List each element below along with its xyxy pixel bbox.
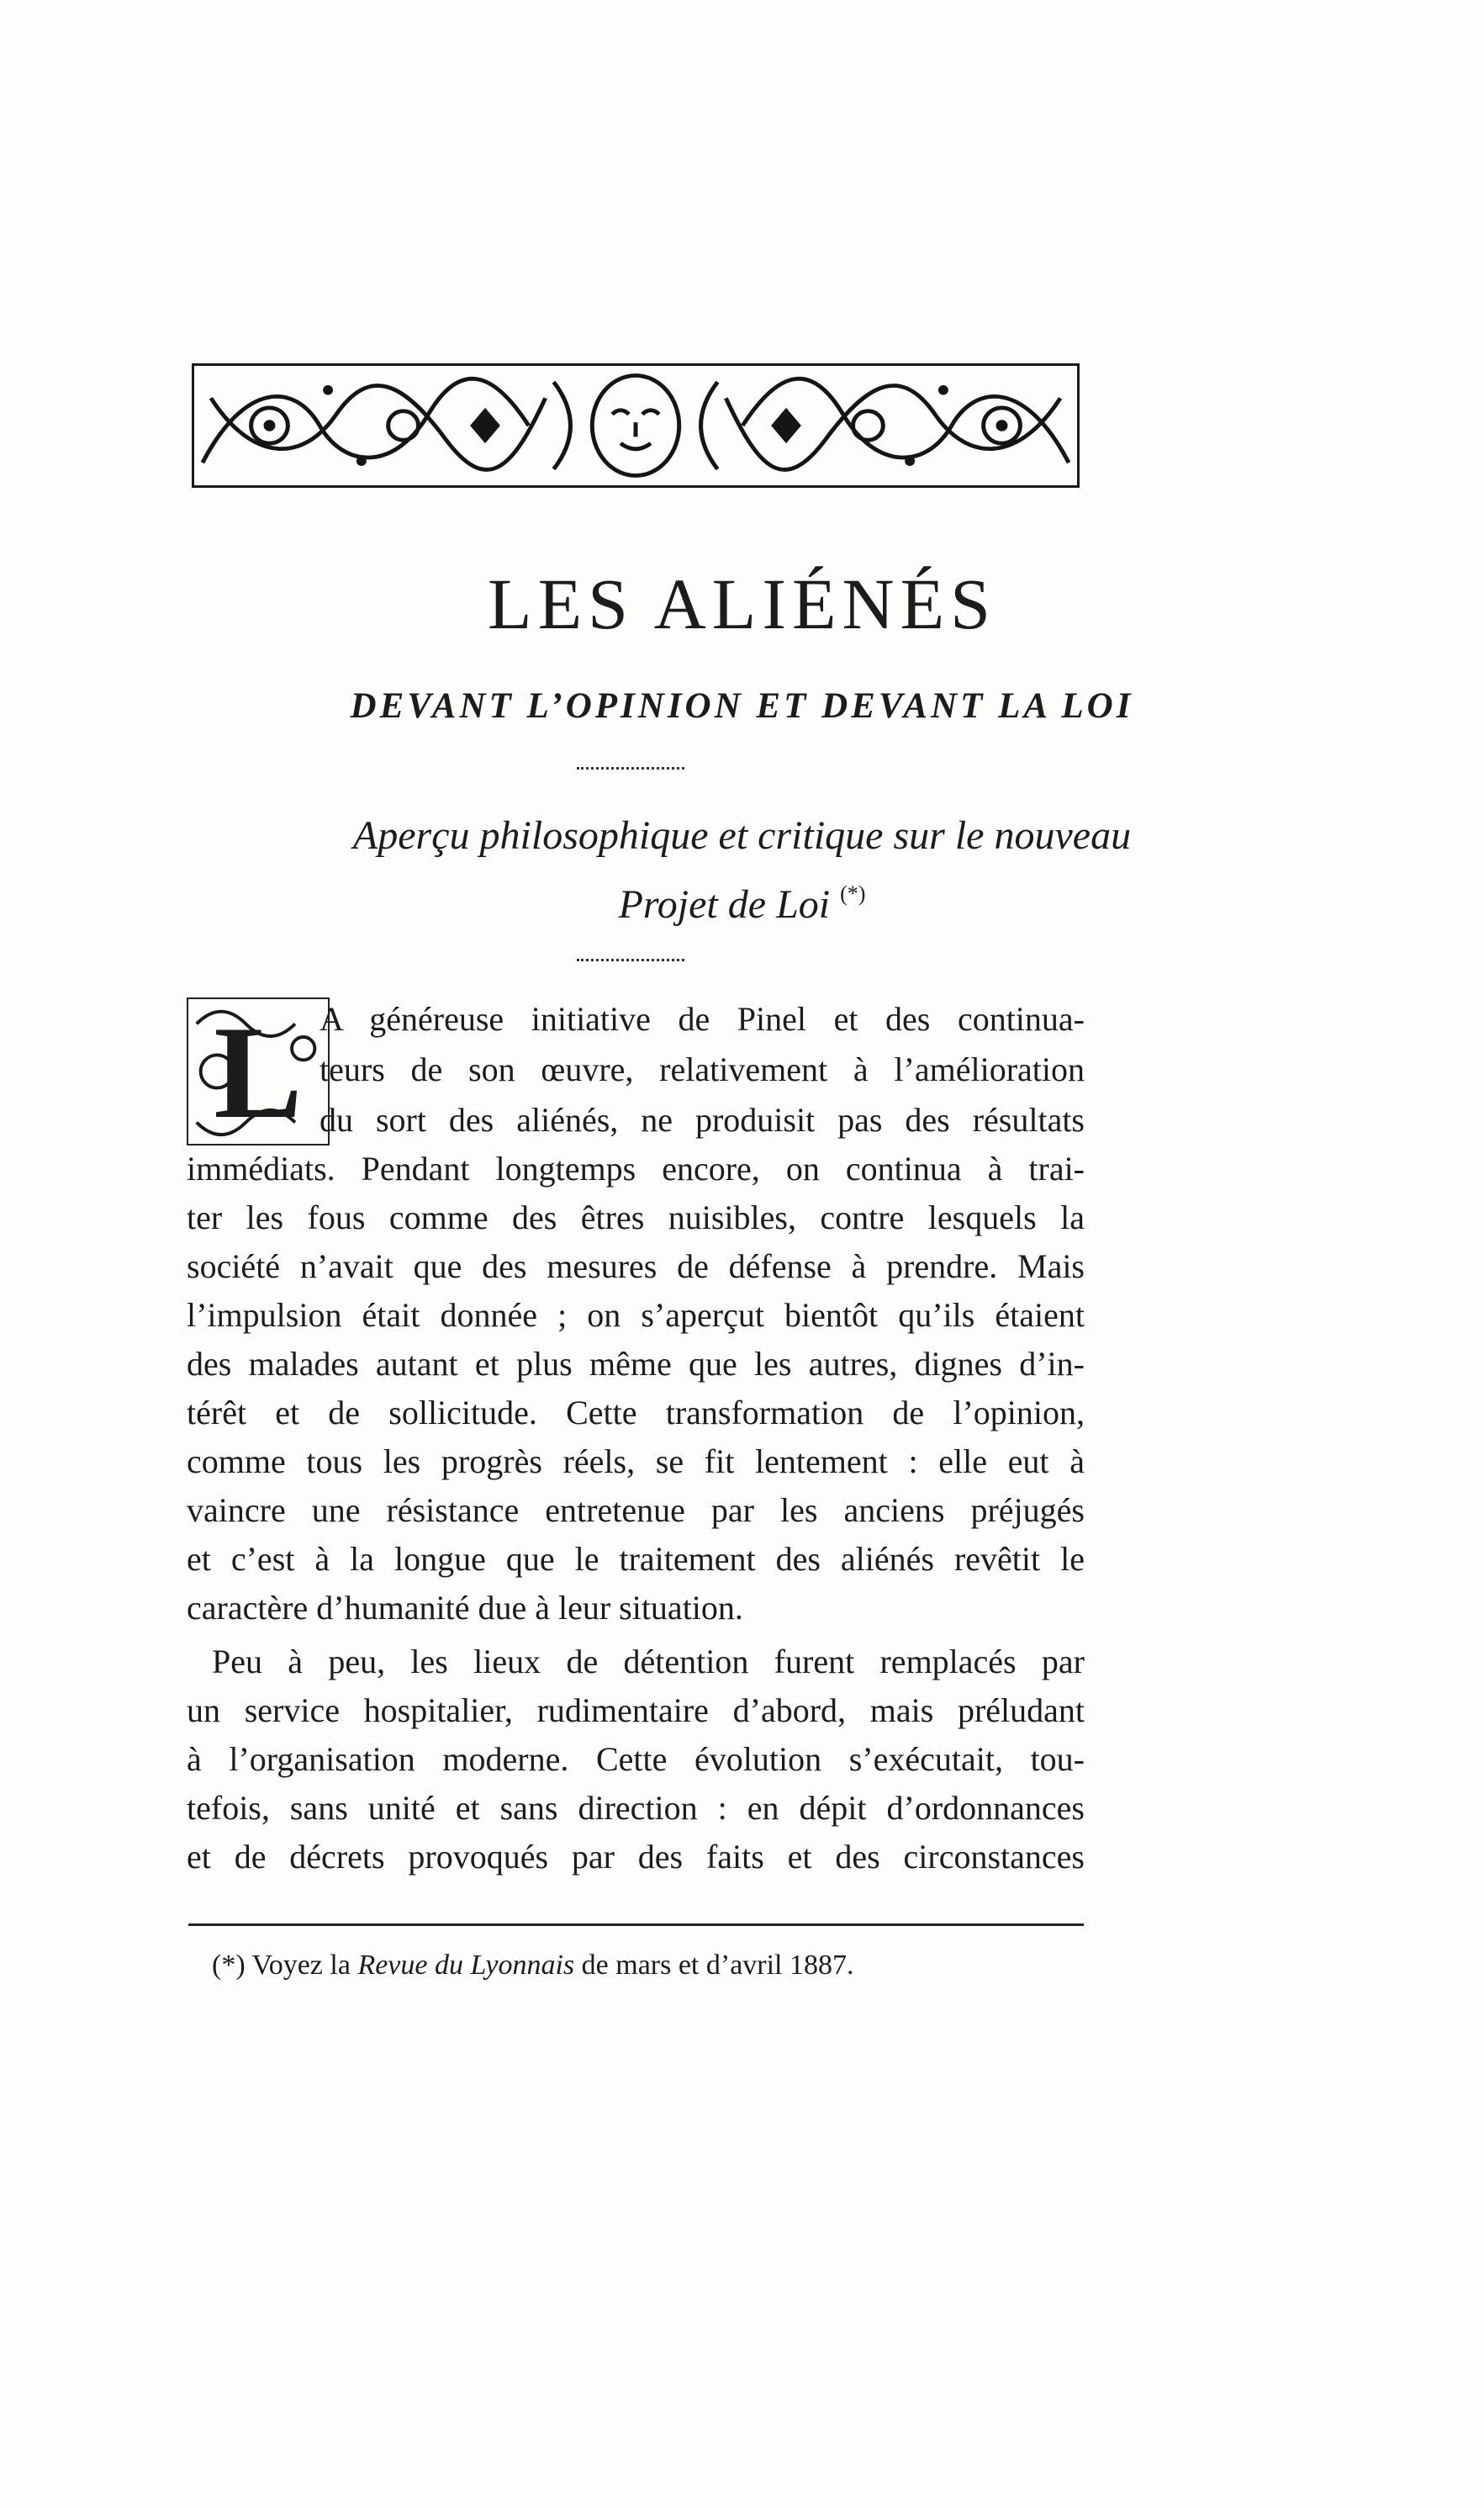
ornamental-divider [577,959,684,961]
ornamental-headpiece [192,363,1080,488]
text-line: du sort des aliénés, ne produisit pas des résultats [320,1101,1085,1139]
ornamental-divider [577,767,684,770]
footnote-text: de mars et d’avril 1887. [581,1950,854,1981]
lede-text: Projet de Loi [618,882,831,927]
lede-line [0,883,1484,925]
text-line: tefois, sans unité et sans direction : en dépit d’ordonnances [187,1789,1085,1827]
text-line: société n’avait que des mesures de défense à prendre. Mais [187,1247,1085,1285]
text-line: Peu à peu, les lieux de détention furent remplacés par [212,1643,1085,1680]
text-line: comme tous les progrès réels, se fit lentement : elle eut à [187,1442,1085,1480]
page-title: LES ALIÉNÉS [488,564,996,644]
footnote-mark: (*) [212,1950,246,1981]
text-line: à l’organisation moderne. Cette évolution s’exécutait, tou- [187,1740,1085,1778]
subtitle: DEVANT L’OPINION ET DEVANT LA LOI [350,686,1134,726]
text-line: vaincre une résistance entretenue par les anciens préjugés [187,1491,1085,1529]
text-line: teurs de son œuvre, relativement à l’amélioration [320,1050,1085,1088]
text-line: ter les fous comme des êtres nuisibles, contre lesquels la [187,1198,1085,1236]
floral-scrollwork-headpiece-icon [194,366,1077,485]
text-line: A généreuse initiative de Pinel et des continua- [320,1000,1085,1038]
lede-line: Aperçu philosophique et critique sur le nouveau [352,813,1132,858]
drop-cap-letter: L [214,999,303,1146]
footnote-reference: (*) [840,881,866,906]
footnote [212,1950,854,1982]
text-line: caractère d’humanité due à leur situation. [187,1589,743,1627]
text-line: un service hospitalier, rudimentaire d’abord, mais préludant [187,1691,1085,1729]
text-line: et de décrets provoqués par des faits et des circonstances [187,1838,1085,1876]
text-line: l’impulsion était donnée ; on s’aperçut bientôt qu’ils étaient [187,1296,1085,1334]
text-line: et c’est à la longue que le traitement des aliénés revêtit le [187,1540,1085,1578]
footnote-divider [188,1923,1084,1926]
text-line: des malades autant et plus même que les autres, dignes d’in- [187,1345,1085,1383]
drop-cap [187,997,330,1146]
footnote-text: Voyez la [251,1950,351,1981]
text-line: térêt et de sollicitude. Cette transformation de l’opinion, [187,1394,1085,1431]
text-line: immédiats. Pendant longtemps encore, on continua à trai- [187,1150,1085,1188]
footnote-journal-title: Revue du Lyonnais [357,1950,575,1981]
